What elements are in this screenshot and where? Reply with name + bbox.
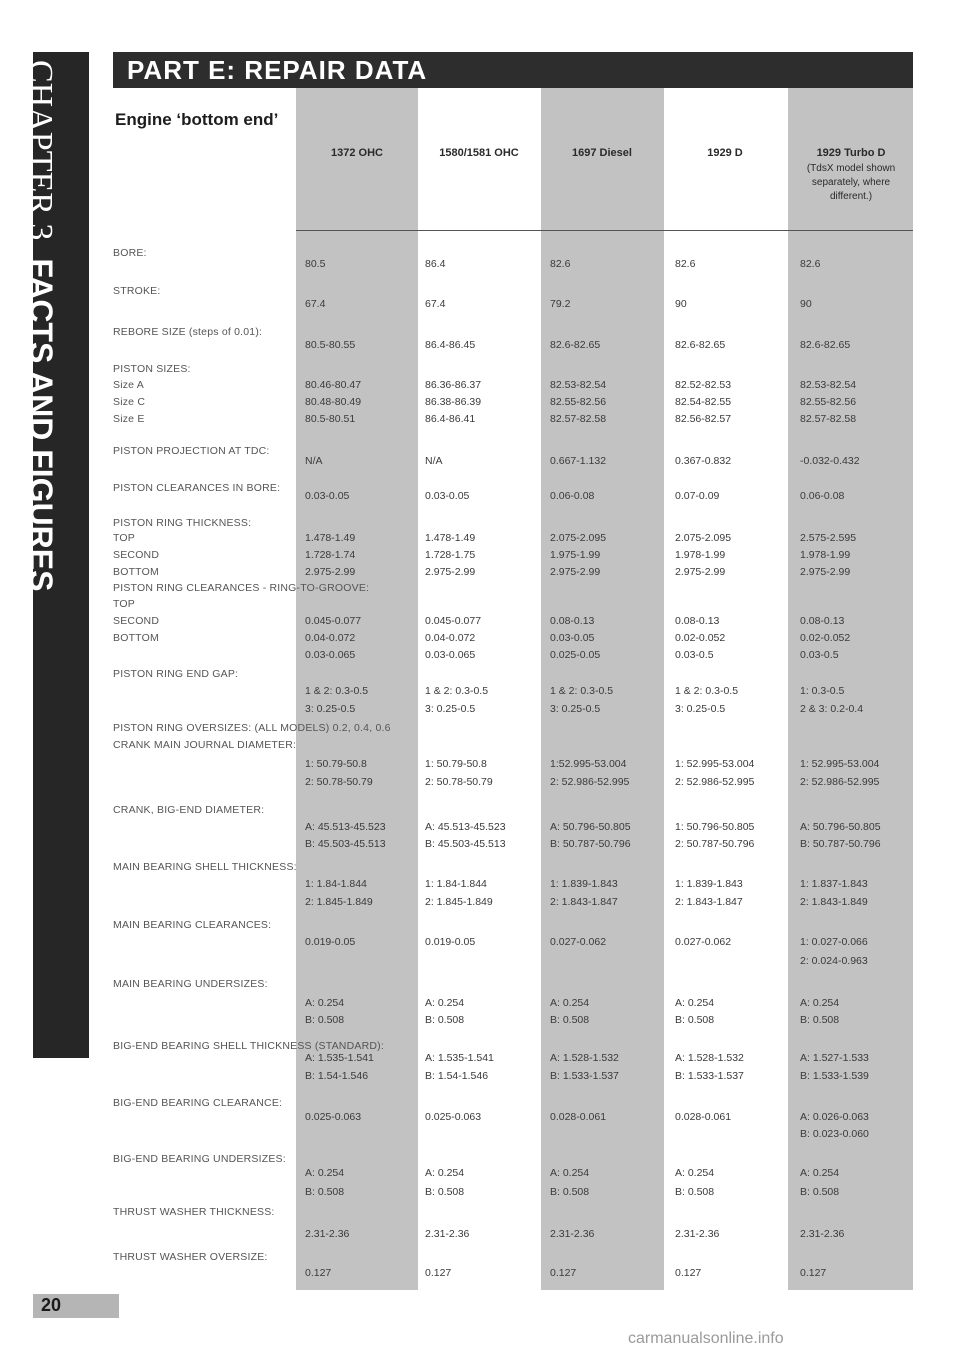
column-header-name: 1929 D xyxy=(707,147,743,159)
table-cell: A: 45.513-45.523 xyxy=(425,821,506,833)
table-cell: 1.478-1.49 xyxy=(305,532,356,544)
table-cell: B: 0.023-0.060 xyxy=(800,1128,869,1140)
row-label: Size C xyxy=(113,396,146,408)
row-label: THRUST WASHER OVERSIZE: xyxy=(113,1251,268,1263)
table-cell: B: 0.508 xyxy=(800,1186,840,1198)
table-cell: 82.53-82.54 xyxy=(800,379,857,391)
table-cell: 82.6-82.65 xyxy=(800,339,851,351)
table-cell: A: 1.528-1.532 xyxy=(550,1052,619,1064)
row-label: PISTON RING END GAP: xyxy=(113,668,239,680)
table-cell: 2.31-2.36 xyxy=(305,1228,350,1240)
table-cell: 2: 1.845-1.849 xyxy=(425,896,493,908)
table-cell: 0.04-0.072 xyxy=(305,632,356,644)
table-cell: 1: 1.84-1.844 xyxy=(425,878,487,890)
row-label: BORE: xyxy=(113,247,147,259)
table-cell: 2.975-2.99 xyxy=(675,566,726,578)
table-cell: 0.025-0.063 xyxy=(305,1111,362,1123)
table-cell: 86.4 xyxy=(425,258,446,270)
row-label: MAIN BEARING SHELL THICKNESS: xyxy=(113,861,297,873)
table-cell: 2.075-2.095 xyxy=(550,532,607,544)
row-label: CRANK MAIN JOURNAL DIAMETER: xyxy=(113,739,297,751)
table-cell: A: 0.254 xyxy=(425,997,465,1009)
table-cell: 80.5-80.55 xyxy=(305,339,356,351)
table-cell: B: 0.508 xyxy=(800,1014,840,1026)
table-cell: A: 0.254 xyxy=(675,1167,715,1179)
table-cell: 82.6 xyxy=(800,258,821,270)
table-cell: B: 1.54-1.546 xyxy=(425,1070,489,1082)
part-title-banner xyxy=(113,52,913,88)
table-cell: A: 0.254 xyxy=(800,1167,840,1179)
table-cell: 0.03-0.5 xyxy=(675,649,714,661)
table-cell: 2.975-2.99 xyxy=(425,566,476,578)
table-cell: 2.31-2.36 xyxy=(800,1228,845,1240)
table-cell: A: 0.254 xyxy=(305,1167,345,1179)
table-cell: A: 0.254 xyxy=(305,997,345,1009)
table-cell: 0.367-0.832 xyxy=(675,455,732,467)
table-cell: A: 50.796-50.805 xyxy=(550,821,631,833)
table-cell: B: 0.508 xyxy=(675,1014,715,1026)
table-cell: A: 50.796-50.805 xyxy=(800,821,881,833)
table-cell: 2: 50.78-50.79 xyxy=(425,776,493,788)
table-cell: 1: 1.839-1.843 xyxy=(550,878,618,890)
table-cell: B: 0.508 xyxy=(675,1186,715,1198)
table-cell: 86.36-86.37 xyxy=(425,379,482,391)
row-label: BIG-END BEARING SHELL THICKNESS (STANDARD): xyxy=(113,1040,384,1052)
table-cell: 2: 52.986-52.995 xyxy=(675,776,755,788)
table-cell: 3: 0.25-0.5 xyxy=(675,703,726,715)
table-cell: N/A xyxy=(305,455,323,467)
table-cell: 1: 50.79-50.8 xyxy=(425,758,487,770)
chapter-label: CHAPTER 3 xyxy=(22,60,59,241)
table-cell: A: 1.527-1.533 xyxy=(800,1052,869,1064)
row-label: TOP xyxy=(113,598,135,610)
table-cell: B: 1.54-1.546 xyxy=(305,1070,369,1082)
table-cell: 0.045-0.077 xyxy=(305,615,362,627)
table-cell: 1: 50.79-50.8 xyxy=(305,758,367,770)
row-label: MAIN BEARING CLEARANCES: xyxy=(113,919,272,931)
table-cell: 80.5 xyxy=(305,258,326,270)
table-cell: 2: 1.843-1.847 xyxy=(550,896,618,908)
table-cell: 2.31-2.36 xyxy=(425,1228,470,1240)
table-cell: B: 50.787-50.796 xyxy=(550,838,631,850)
table-cell: 0.03-0.05 xyxy=(425,490,470,502)
table-cell: 2.31-2.36 xyxy=(675,1228,720,1240)
table-cell: 0.025-0.05 xyxy=(550,649,601,661)
table-cell: A: 45.513-45.523 xyxy=(305,821,386,833)
table-cell: 0.02-0.052 xyxy=(800,632,851,644)
row-label: TOP xyxy=(113,532,135,544)
table-cell: 90 xyxy=(800,298,812,310)
table-cell: 1: 52.995-53.004 xyxy=(675,758,755,770)
table-cell: 2.075-2.095 xyxy=(675,532,732,544)
page-number-box xyxy=(33,1294,119,1318)
table-cell: B: 0.508 xyxy=(550,1186,590,1198)
table-cell: 1: 1.837-1.843 xyxy=(800,878,868,890)
table-cell: 0.127 xyxy=(675,1267,702,1279)
table-cell: B: 0.508 xyxy=(425,1014,465,1026)
table-cell: 82.57-82.58 xyxy=(550,413,607,425)
column-header-note: (TdsX model shown separately, where different.) xyxy=(806,163,896,202)
table-cell: 1: 52.995-53.004 xyxy=(800,758,880,770)
table-cell: 79.2 xyxy=(550,298,571,310)
table-cell: 82.6 xyxy=(550,258,571,270)
table-cell: 0.019-0.05 xyxy=(305,936,356,948)
table-cell: B: 45.503-45.513 xyxy=(425,838,506,850)
column-header xyxy=(542,147,662,159)
table-cell: 0.04-0.072 xyxy=(425,632,476,644)
table-cell: 2: 50.787-50.796 xyxy=(675,838,755,850)
table-cell: 2.975-2.99 xyxy=(550,566,601,578)
table-cell: 67.4 xyxy=(305,298,326,310)
table-cell: 2: 1.843-1.847 xyxy=(675,896,743,908)
watermark: carmanualsonline.info xyxy=(628,1330,784,1347)
table-cell: 0.06-0.08 xyxy=(550,490,595,502)
row-label: Size E xyxy=(113,413,145,425)
table-cell: -0.032-0.432 xyxy=(800,455,860,467)
table-cell: B: 0.508 xyxy=(305,1014,345,1026)
table-cell: 0.07-0.09 xyxy=(675,490,720,502)
row-label: THRUST WASHER THICKNESS: xyxy=(113,1206,275,1218)
table-cell: A: 0.254 xyxy=(800,997,840,1009)
table-cell: A: 1.535-1.541 xyxy=(425,1052,494,1064)
row-label: REBORE SIZE (steps of 0.01): xyxy=(113,326,263,338)
row-label: PISTON PROJECTION AT TDC: xyxy=(113,445,270,457)
table-cell: 80.5-80.51 xyxy=(305,413,356,425)
table-cell: B: 0.508 xyxy=(425,1186,465,1198)
table-cell: B: 1.533-1.537 xyxy=(550,1070,619,1082)
table-cell: 2: 52.986-52.995 xyxy=(800,776,880,788)
table-cell: 0.127 xyxy=(305,1267,332,1279)
table-cell: 82.56-82.57 xyxy=(675,413,732,425)
column-header-name: 1929 Turbo D xyxy=(816,147,886,159)
table-cell: A: 0.254 xyxy=(425,1167,465,1179)
column-header xyxy=(419,147,539,159)
table-cell: 86.4-86.45 xyxy=(425,339,476,351)
table-cell: 0.045-0.077 xyxy=(425,615,482,627)
table-cell: 3: 0.25-0.5 xyxy=(550,703,601,715)
chapter-sidebar-text xyxy=(20,60,61,591)
row-label: SECOND xyxy=(113,549,160,561)
table-cell: 86.38-86.39 xyxy=(425,396,482,408)
table-cell: B: 45.503-45.513 xyxy=(305,838,386,850)
table-cell: N/A xyxy=(425,455,443,467)
table-cell: 86.4-86.41 xyxy=(425,413,476,425)
table-cell: 0.028-0.061 xyxy=(675,1111,732,1123)
table-cell: 1.728-1.74 xyxy=(305,549,356,561)
table-cell: 0.03-0.5 xyxy=(800,649,839,661)
table-cell: 1:52.995-53.004 xyxy=(550,758,627,770)
table-cell: 0.025-0.063 xyxy=(425,1111,482,1123)
table-cell: 3: 0.25-0.5 xyxy=(305,703,356,715)
header-divider xyxy=(296,230,913,231)
table-cell: 0.027-0.062 xyxy=(675,936,732,948)
table-cell: B: 0.508 xyxy=(550,1014,590,1026)
row-label: BOTTOM xyxy=(113,632,159,644)
column-header xyxy=(791,147,911,204)
table-cell: 82.53-82.54 xyxy=(550,379,607,391)
column-header xyxy=(665,147,785,159)
table-cell: 80.46-80.47 xyxy=(305,379,362,391)
table-cell: 2: 50.78-50.79 xyxy=(305,776,373,788)
table-cell: 82.6-82.65 xyxy=(675,339,726,351)
table-cell: 1: 50.796-50.805 xyxy=(675,821,755,833)
table-cell: 82.6 xyxy=(675,258,696,270)
table-cell: 2.975-2.99 xyxy=(800,566,851,578)
table-cell: 1.728-1.75 xyxy=(425,549,476,561)
page-number: 20 xyxy=(41,1295,62,1315)
table-cell: 0.03-0.065 xyxy=(425,649,476,661)
row-label: BIG-END BEARING UNDERSIZES: xyxy=(113,1153,286,1165)
column-header xyxy=(297,147,417,159)
table-cell: B: 50.787-50.796 xyxy=(800,838,881,850)
row-label: SECOND xyxy=(113,615,160,627)
table-cell: 82.57-82.58 xyxy=(800,413,857,425)
table-cell: 1 & 2: 0.3-0.5 xyxy=(675,685,739,697)
table-cell: 0.019-0.05 xyxy=(425,936,476,948)
table-cell: 82.55-82.56 xyxy=(550,396,607,408)
table-cell: 1: 1.84-1.844 xyxy=(305,878,367,890)
table-cell: 2 & 3: 0.2-0.4 xyxy=(800,703,864,715)
table-cell: 82.6-82.65 xyxy=(550,339,601,351)
row-label: STROKE: xyxy=(113,285,161,297)
table-cell: B: 1.533-1.537 xyxy=(675,1070,744,1082)
table-cell: 1.478-1.49 xyxy=(425,532,476,544)
table-cell: 1.978-1.99 xyxy=(675,549,726,561)
table-cell: 1: 0.027-0.066 xyxy=(800,936,868,948)
table-cell: A: 0.254 xyxy=(550,1167,590,1179)
table-cell: 0.06-0.08 xyxy=(800,490,845,502)
table-cell: 0.08-0.13 xyxy=(800,615,845,627)
table-cell: B: 1.533-1.539 xyxy=(800,1070,869,1082)
chapter-title: FACTS AND FIGURES xyxy=(23,258,59,592)
column-header-name: 1697 Diesel xyxy=(572,147,632,159)
table-cell: 3: 0.25-0.5 xyxy=(425,703,476,715)
row-label: PISTON SIZES: xyxy=(113,363,191,375)
table-cell: 1: 1.839-1.843 xyxy=(675,878,743,890)
table-cell: 1.975-1.99 xyxy=(550,549,601,561)
row-label: PISTON RING CLEARANCES - RING-TO-GROOVE: xyxy=(113,582,370,594)
table-cell: 82.54-82.55 xyxy=(675,396,732,408)
table-cell: 0.028-0.061 xyxy=(550,1111,607,1123)
table-cell: 90 xyxy=(675,298,687,310)
row-label: BIG-END BEARING CLEARANCE: xyxy=(113,1097,283,1109)
row-label: PISTON RING THICKNESS: xyxy=(113,517,252,529)
table-cell: 82.55-82.56 xyxy=(800,396,857,408)
table-cell: 2: 1.845-1.849 xyxy=(305,896,373,908)
table-cell: 2.575-2.595 xyxy=(800,532,857,544)
table-cell: 0.08-0.13 xyxy=(550,615,595,627)
column-header-name: 1580/1581 OHC xyxy=(439,147,519,159)
table-cell: A: 0.254 xyxy=(550,997,590,1009)
table-cell: 2: 0.024-0.963 xyxy=(800,955,868,967)
table-cell: 82.52-82.53 xyxy=(675,379,732,391)
table-cell: 2: 52.986-52.995 xyxy=(550,776,630,788)
table-cell: 0.027-0.062 xyxy=(550,936,607,948)
table-cell: A: 1.535-1.541 xyxy=(305,1052,374,1064)
table-cell: 0.127 xyxy=(550,1267,577,1279)
row-label: MAIN BEARING UNDERSIZES: xyxy=(113,978,268,990)
row-label: Size A xyxy=(113,379,144,391)
table-cell: 0.02-0.052 xyxy=(675,632,726,644)
table-cell: 80.48-80.49 xyxy=(305,396,362,408)
table-cell: 0.03-0.065 xyxy=(305,649,356,661)
part-title: PART E: REPAIR DATA xyxy=(127,55,428,85)
row-label: PISTON CLEARANCES IN BORE: xyxy=(113,482,281,494)
column-header-name: 1372 OHC xyxy=(331,147,383,159)
table-cell: A: 0.254 xyxy=(675,997,715,1009)
table-cell: 0.127 xyxy=(800,1267,827,1279)
table-cell: 67.4 xyxy=(425,298,446,310)
table-cell: A: 1.528-1.532 xyxy=(675,1052,744,1064)
table-cell: 0.03-0.05 xyxy=(550,632,595,644)
table-cell: 2.31-2.36 xyxy=(550,1228,595,1240)
table-cell: 0.127 xyxy=(425,1267,452,1279)
table-cell: A: 0.026-0.063 xyxy=(800,1111,869,1123)
table-cell: 1 & 2: 0.3-0.5 xyxy=(550,685,614,697)
table-cell: 1: 0.3-0.5 xyxy=(800,685,845,697)
table-cell: 2.975-2.99 xyxy=(305,566,356,578)
table-cell: 1.978-1.99 xyxy=(800,549,851,561)
row-label: PISTON RING OVERSIZES: (ALL MODELS) 0.2, 0.4, 0.6 xyxy=(113,722,391,734)
table-cell: 1 & 2: 0.3-0.5 xyxy=(305,685,369,697)
table-cell: 2: 1.843-1.849 xyxy=(800,896,868,908)
section-subtitle: Engine ‘bottom end’ xyxy=(115,110,279,129)
row-label: CRANK, BIG-END DIAMETER: xyxy=(113,804,265,816)
table-cell: 1 & 2: 0.3-0.5 xyxy=(425,685,489,697)
table-cell: B: 0.508 xyxy=(305,1186,345,1198)
table-cell: 0.08-0.13 xyxy=(675,615,720,627)
table-cell: 0.667-1.132 xyxy=(550,455,607,467)
row-label: BOTTOM xyxy=(113,566,159,578)
table-cell: 0.03-0.05 xyxy=(305,490,350,502)
